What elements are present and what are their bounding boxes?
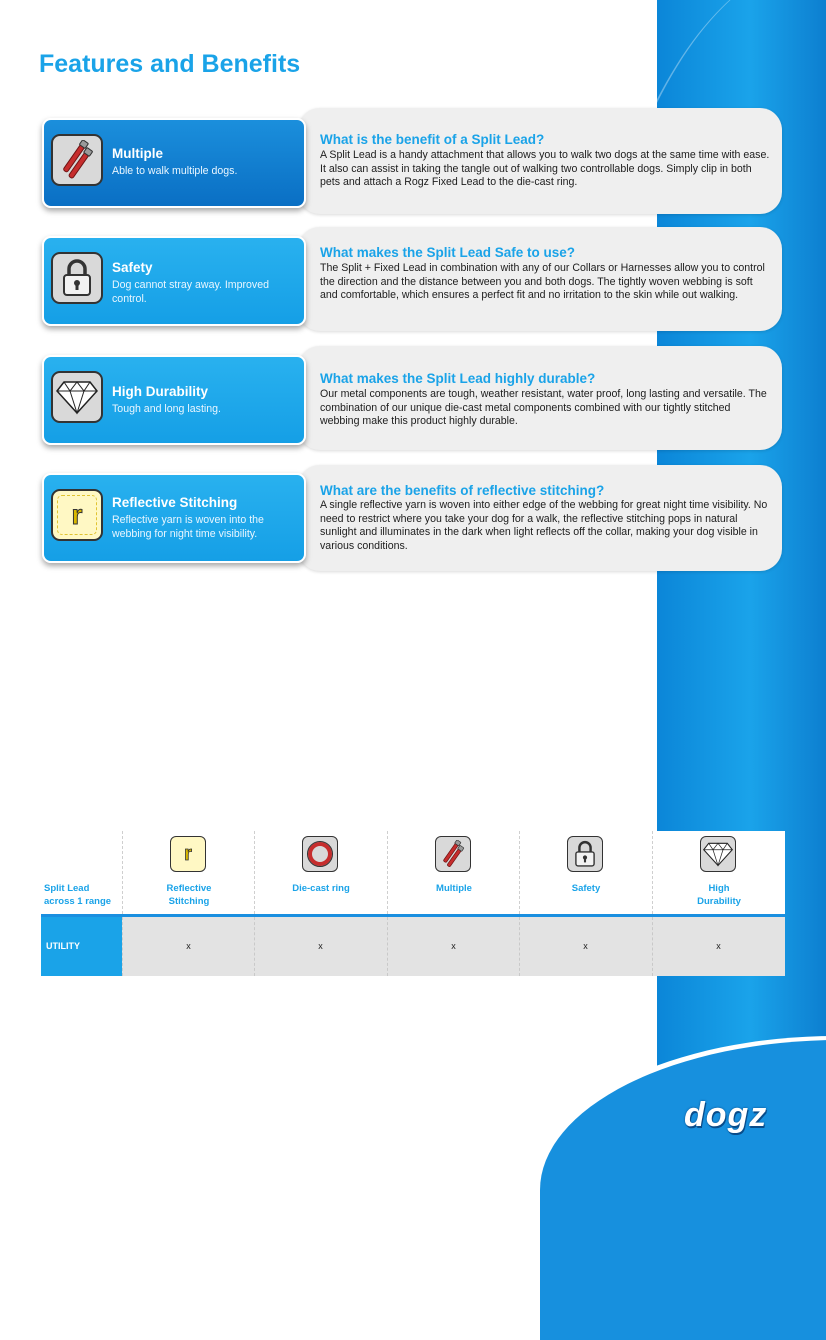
badge-title: Reflective Stitching: [112, 495, 238, 510]
diamond-icon: [700, 836, 736, 872]
feature-row-multiple: [0, 108, 826, 214]
info-question: What is the benefit of a Split Lead?: [320, 132, 545, 147]
column-reflective-stitching: [122, 831, 254, 914]
feature-row-safety: [0, 227, 826, 331]
column-label: [388, 882, 520, 895]
badge-desc: Dog cannot stray away. Improved control.: [112, 279, 270, 305]
feature-badge: [42, 473, 306, 563]
column-die-cast-ring: [254, 831, 386, 914]
reflective-r-icon: [170, 836, 206, 872]
reflective-letter: r: [184, 843, 192, 865]
badge-desc: Able to walk multiple dogs.: [112, 165, 238, 177]
diamond-icon: [51, 371, 103, 423]
info-answer: A single reflective yarn is woven into either edge of the webbing for great night time visibility. No need to restrict where you take your dog for a walk, the reflective stitching pops in natural sunlight and illuminates in the dark when light reflects off the collar, making your dog visible in various conditions.: [320, 499, 768, 552]
column-label: [520, 882, 652, 895]
dogz-logo: dogz: [684, 1096, 768, 1134]
reflective-r-icon: [51, 489, 103, 541]
logo-sweep: [540, 1040, 826, 1340]
info-panel: [298, 346, 782, 450]
column-label-line1: Multiple: [436, 883, 472, 894]
range-table: [41, 831, 785, 976]
padlock-icon: [567, 836, 603, 872]
column-label-line1: Die-cast ring: [292, 883, 350, 894]
feature-badge: [42, 118, 306, 208]
range-table-title-line2: across 1 range: [44, 896, 112, 907]
column-label-line1: Reflective: [166, 883, 212, 894]
info-panel: [298, 108, 782, 214]
column-multiple: [387, 831, 519, 914]
range-table-title-line1: Split Lead: [44, 883, 90, 894]
badge-title: High Durability: [112, 384, 209, 399]
column-label: [653, 882, 785, 908]
table-cell: x: [254, 917, 386, 976]
table-cell: x: [387, 917, 519, 976]
info-question: What makes the Split Lead highly durable?: [320, 371, 596, 386]
column-safety: [519, 831, 651, 914]
ring-icon: [302, 836, 338, 872]
info-panel: [298, 227, 782, 331]
table-row-label: [41, 917, 122, 976]
padlock-icon: [51, 252, 103, 304]
feature-row-reflective: [0, 465, 826, 571]
range-table-title: [44, 882, 111, 908]
feature-row-durability: [0, 346, 826, 450]
info-answer: The Split + Fixed Lead in combination with any of our Collars or Harnesses allow you to control the direction and the distance between you and both dogs. The tightly woven webbing is soft and comfortable, which ensures a perfect fit and no irritation to the skin while out walking.: [320, 262, 765, 302]
column-label: [123, 882, 255, 908]
badge-title: Multiple: [112, 146, 163, 161]
info-question: What are the benefits of reflective stitching?: [320, 483, 605, 498]
column-label-line2: Stitching: [168, 896, 210, 907]
row-label-text: UTILITY: [46, 941, 80, 951]
info-panel: [298, 465, 782, 571]
badge-desc: Reflective yarn is woven into the webbing for night time visibility.: [112, 514, 264, 540]
info-question: What makes the Split Lead Safe to use?: [320, 245, 576, 260]
feature-badge: [42, 355, 306, 445]
feature-badge: [42, 236, 306, 326]
badge-title: Safety: [112, 260, 153, 275]
table-row: [122, 917, 785, 976]
info-answer: Our metal components are tough, weather resistant, water proof, long lasting and versatile. The combination of our unique die-cast metal components combined with our tightly stitched webbing make this product highly durable.: [320, 388, 767, 428]
column-label-line1: High: [708, 883, 730, 894]
table-cell: x: [122, 917, 254, 976]
split-lead-icon: [51, 134, 103, 186]
table-cell: x: [652, 917, 784, 976]
split-lead-icon: [435, 836, 471, 872]
column-high-durability: [652, 831, 784, 914]
column-label-line2: Durability: [697, 896, 741, 907]
column-label: [255, 882, 387, 895]
page-title: Features and Benefits: [39, 50, 301, 78]
badge-desc: Tough and long lasting.: [112, 403, 221, 415]
reflective-letter: r: [71, 499, 83, 530]
info-answer: A Split Lead is a handy attachment that allows you to walk two dogs at the same time with ease. It also can assist in taking the tangle out of walking two controllable dogs. Simply clip in both pets and attach a Rogz Fixed Lead to the die-cast ring.: [320, 149, 770, 189]
column-label-line1: Safety: [571, 883, 601, 894]
table-cell: x: [519, 917, 651, 976]
